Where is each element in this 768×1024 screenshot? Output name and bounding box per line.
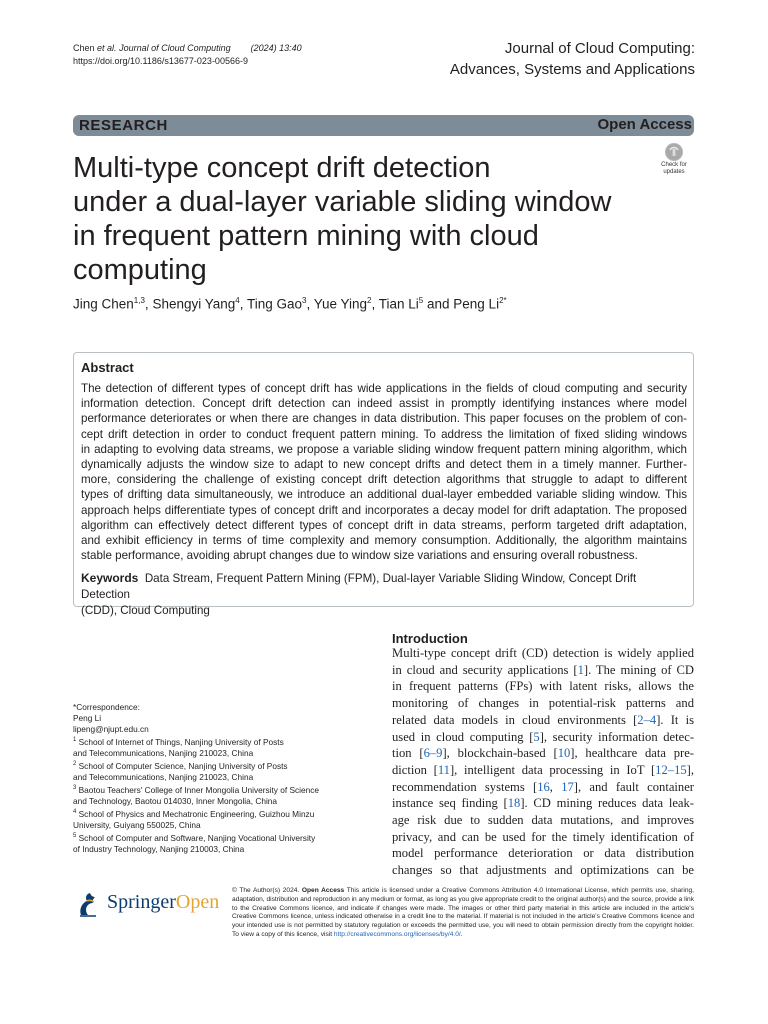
citation-year-article: (2024) 13:40 xyxy=(250,43,302,53)
affiliation-line: and Telecommunications, Nanjing 210023, China xyxy=(73,772,254,783)
abstract-text xyxy=(81,381,687,563)
doi-link[interactable]: https://doi.org/10.1186/s13677-023-00566-9 xyxy=(73,56,248,66)
introduction-line: recommendation systems [16, 17], and fault container xyxy=(392,779,694,794)
author-name[interactable]: Tian Li xyxy=(378,296,419,312)
citation-ref-link[interactable]: 11 xyxy=(437,762,450,777)
introduction-text xyxy=(392,645,694,879)
introduction-line: in frequent patterns (FPs) with latent risks, allows the xyxy=(392,679,694,694)
affiliation-line: and Technology, Baotou 014030, Inner Mongolia, China xyxy=(73,796,278,807)
title-line: Multi-type concept drift detection xyxy=(73,152,491,184)
correspondence-block xyxy=(73,702,338,855)
author-name[interactable]: Yue Ying xyxy=(313,296,368,312)
affiliation-line: $^4$ School of Physics and Mechatronic Engineering, Guizhou Minzu xyxy=(73,808,315,819)
license-prefix: © The Author(s) 2024. xyxy=(232,887,300,894)
journal-name xyxy=(450,38,695,80)
author-list: Jing Chen$^{1,3}$, Shengyi Yang$^4$, Ting Gao$^3$, Yue Ying$^2$, Tian Li$^5$ and Peng $Li^{2*}$ xyxy=(73,296,507,312)
author-affiliation: 2 xyxy=(367,296,372,305)
citation-ref-link[interactable]: 2–4 xyxy=(637,712,657,727)
introduction-line: diction [11], intelligent data processing in IoT [12–15], xyxy=(392,762,694,777)
citation-ref-link[interactable]: 1 xyxy=(577,662,584,677)
affiliation-line: $^1$ School of Internet of Things, Nanjing University of Posts xyxy=(73,737,284,748)
springer-open-logo-icon xyxy=(73,889,103,919)
abstract-line: stable performance, avoiding abrupt changes due to window size variations and ensuring overall robustness. xyxy=(81,549,638,563)
check-for-updates-glyph xyxy=(665,143,683,161)
check-for-updates-icon[interactable] xyxy=(655,141,693,179)
introduction-line: used in cloud computing [5], security information detec- xyxy=(392,729,695,744)
abstract-line: approach helps differentiate types of concept drift and incorporates a decay model for drift adaptation. The proposed xyxy=(81,503,687,517)
citation-line xyxy=(73,42,302,55)
introduction-line: privacy, and can be used for the timely identification of xyxy=(392,829,694,844)
keywords-label: Keywords xyxy=(81,571,139,585)
abstract-line: dynamically adjusts the window size to adapt to new concept drifts and detect them in a timely manner. Further- xyxy=(81,458,687,472)
abstract-line: The detection of different types of concept drift has wide applications in the fields of cloud computing and security xyxy=(81,382,687,395)
citation-ref-link[interactable]: 16 xyxy=(537,779,550,794)
abstract-line: more, considering the challenge of existing concept drift detection algorithms that struggle to adapt to different xyxy=(81,473,687,487)
journal-name-line1: Journal of Cloud Computing: xyxy=(504,40,695,57)
author-affiliation: 2* xyxy=(499,296,507,305)
affiliation-number: 4 xyxy=(73,809,77,816)
citation-ref-link[interactable]: 12–15 xyxy=(655,762,687,777)
springer-horse-glyph xyxy=(73,889,103,919)
journal-name-line2: Advances, Systems and Applications xyxy=(449,61,695,78)
introduction-heading: Introduction xyxy=(392,631,468,646)
citation-etal: et al. xyxy=(97,43,117,53)
citation-ref-link[interactable]: 6–9 xyxy=(423,746,443,761)
title-line: computing xyxy=(73,254,207,286)
brand-accent: Open xyxy=(175,891,220,913)
license-link[interactable]: http://creativecommons.org/licenses/by/4.0/ xyxy=(333,930,461,938)
check-for-updates-text xyxy=(655,162,693,175)
abstract-line: types of drifting data simultaneously, we introduce an additional dual-layer embedded variable sliding window. This xyxy=(81,488,687,502)
affiliation-number: 3 xyxy=(73,785,77,792)
title-line: in frequent pattern mining with cloud xyxy=(73,220,539,252)
correspondence-email[interactable]: lipeng@njupt.edu.cn xyxy=(73,724,149,735)
article-title xyxy=(73,151,643,287)
introduction-line: age risk due to sudden data mutations, and improves xyxy=(392,813,694,828)
abstract-heading: Abstract xyxy=(81,360,134,375)
abstract-line: and exhibit efficiency in terms of time complexity and memory consumption. Additionally, the algorithm maintains xyxy=(81,534,687,548)
introduction-line: related data models in cloud environments [2–4]. It is xyxy=(392,712,695,727)
keywords-text-1: Data Stream, Frequent Pattern Mining (FPM), Dual-layer Variable Sliding Window, Concept Drift Detection xyxy=(81,572,637,601)
citation-ref-link[interactable]: 5 xyxy=(533,729,540,744)
abstract-line: in adapting to evolving data streams, we propose a variable sliding window frequent pattern mining algorithm, which xyxy=(81,442,687,456)
author-affiliation: 5 xyxy=(418,296,424,305)
introduction-line: model performance deterioration or data distribution xyxy=(392,846,694,861)
check-for-updates-badge xyxy=(665,143,683,161)
introduction-line: Multi-type concept drift (CD) detection is widely applied xyxy=(392,646,694,660)
author-affiliation: 1,3 xyxy=(133,296,145,305)
affiliation-number: 2 xyxy=(73,761,77,768)
author-name[interactable]: Peng Li xyxy=(453,296,500,312)
correspondence-name: Peng Li xyxy=(73,713,102,724)
introduction-line: in cloud and security applications [1]. The mining of CD xyxy=(392,662,694,677)
author-name[interactable]: Jing Chen xyxy=(73,296,134,312)
affiliation-line: $^2$ School of Computer Science, Nanjing University of Posts xyxy=(73,761,288,771)
abstract-line: performance deteriorates or when there are changes in data distribution. This paper focuses on the problem of con- xyxy=(81,412,687,426)
abstract-line: cept drift detection in order to conduct frequent pattern mining. To address the limitation of fixed sliding windows xyxy=(81,427,687,441)
affiliation-line: of Industry Technology, Nanjing 210003, China xyxy=(73,843,245,854)
author-affiliation: 3 xyxy=(302,296,307,305)
open-access-label: Open Access xyxy=(597,116,692,133)
affiliation-line: University, Guiyang 550025, China xyxy=(73,820,201,830)
springer-open-brand xyxy=(107,891,219,914)
affiliation-line: and Telecommunications, Nanjing 210023, China xyxy=(73,748,254,759)
affiliation-line: $^5$ School of Computer and Software, Nanjing Vocational University xyxy=(73,832,316,843)
article-type-label: RESEARCH xyxy=(79,117,168,134)
introduction-line: tion [6–9], blockchain-based [10], healthcare data pre- xyxy=(392,746,694,761)
check-for-updates-line2: updates xyxy=(663,168,685,175)
correspondence-label: *Correspondence: xyxy=(73,702,140,712)
abstract-line: algorithm can effectively detect different types of concept drift in data streams, perform targeted drift adaptation, xyxy=(81,518,687,532)
license-open-access: Open Access xyxy=(301,887,345,894)
introduction-line: changes so that adjustments and optimizations can be xyxy=(392,863,694,878)
author-name[interactable]: Shengyi Yang xyxy=(152,296,236,312)
license-end: . xyxy=(460,930,463,938)
keywords-line1 xyxy=(81,570,687,603)
abstract-line: information detection. Concept drift detection can indeed assist in promptly identifying instances where model xyxy=(81,397,687,411)
check-for-updates-line1: Check for xyxy=(661,162,687,168)
introduction-line: monitoring of changes in potential-risk patterns and xyxy=(392,696,694,711)
brand-main: Springer xyxy=(107,891,176,913)
author-affiliation: 4 xyxy=(235,296,240,305)
citation-authors: Chen xyxy=(73,43,98,53)
citation-header xyxy=(73,42,302,68)
license-text xyxy=(232,887,694,940)
keywords xyxy=(81,570,687,619)
introduction-line: instance seq finding [18]. CD mining reduces data leak- xyxy=(392,796,694,811)
citation-ref-link[interactable]: 18 xyxy=(507,796,521,811)
author-name[interactable]: Ting Gao xyxy=(246,296,303,312)
affiliation-line: $^3$ Baotou Teachers' College of Inner Mongolia University of Science xyxy=(73,784,319,795)
citation-ref-link[interactable]: 10 xyxy=(557,746,571,761)
title-line: under a dual-layer variable sliding window xyxy=(73,186,612,218)
keywords-text-2: (CDD), Cloud Computing xyxy=(81,604,210,617)
affiliation-number: 5 xyxy=(73,833,77,840)
license-body: This article is licensed under a Creative Commons Attribution 4.0 International License, which permits use, sharing, adaptation, distribution and reproduction in any medium or format, as long as you give appropriate credit to the original author(s) and the source, provide a link to the Creative Commons licence, and indicate if changes were made. The images or other third party material in this article are included in the article's Creative Commons licence, unless indicated otherwise in a credit line to the material. If material is not included in the article's Creative Commons licence and your intended use is not permitted by statutory regulation or exceeds the permitted use, you will need to obtain permission directly from the copyright holder. To view a copy of this licence, visit xyxy=(232,887,694,938)
citation-ref-link[interactable]: 17 xyxy=(561,779,574,794)
citation-journal: Journal of Cloud Computing xyxy=(119,43,231,53)
affiliation-number: 1 xyxy=(73,737,77,744)
